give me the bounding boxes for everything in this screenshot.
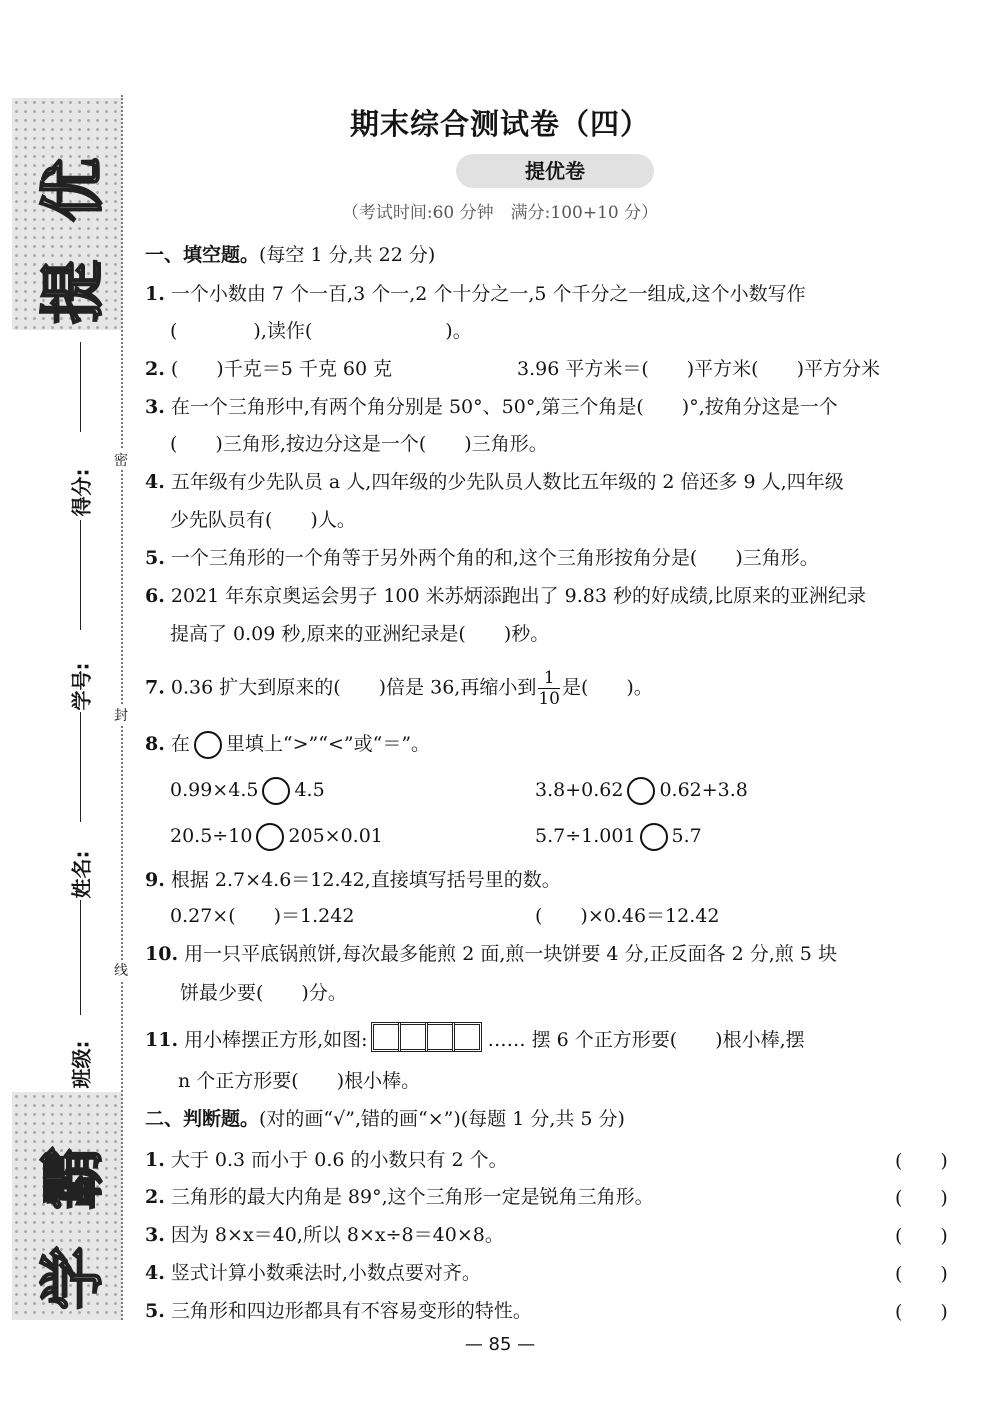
- q2-number: 2.: [145, 358, 165, 380]
- q6-text: 2021 年东京奥运会男子 100 米苏炳添跑出了 9.83 秒的好成绩,比原来的亚洲纪录: [170, 585, 867, 607]
- fold-mark-mi: 密: [114, 450, 128, 470]
- q7-fraction-denominator: 10: [538, 689, 560, 709]
- fold-mark-xian: 线: [114, 960, 128, 980]
- page-number: — 85 —: [464, 1334, 536, 1355]
- q2-part1: ( )千克＝5 千克 60 克: [170, 358, 393, 380]
- question-2: [145, 355, 392, 383]
- question-3: [145, 393, 838, 421]
- q5-number: 5.: [145, 547, 165, 569]
- q3-line2: ( )三角形,按边分这是一个( )三角形。: [170, 433, 548, 455]
- q8-text-after: 里填上“>”“<”或“＝”。: [225, 733, 431, 755]
- question-11: [145, 1022, 805, 1060]
- section2-note: (对的画“√”,错的画“×”)(每题 1 分,共 5 分): [259, 1108, 625, 1130]
- section1-title: 一、填空题。: [145, 244, 260, 266]
- subtitle-badge: 提优卷: [456, 154, 654, 188]
- q9-item-a: 0.27×( )＝1.242: [170, 905, 355, 927]
- question-8: [145, 730, 430, 759]
- q8-item-c: [170, 822, 383, 851]
- q10-text: 用一只平底锅煎饼,每次最多能煎 2 面,煎一块饼要 4 分,正反面各 2 分,煎 5 块: [184, 943, 837, 965]
- q8-c-right: 205×0.01: [288, 825, 383, 847]
- judge-1-answer-box[interactable]: ( ): [895, 1150, 948, 1172]
- section2-heading: [145, 1105, 625, 1133]
- q10-line2: 饼最少要( )分。: [180, 982, 347, 1004]
- judge-item-4: [145, 1259, 481, 1287]
- judge-4-text: 竖式计算小数乘法时,小数点要对齐。: [170, 1262, 481, 1284]
- q8-text-before: 在: [170, 733, 190, 755]
- deco-char-ba: 霸: [37, 1146, 111, 1210]
- circle-icon: [194, 731, 222, 759]
- judge-item-1: [145, 1146, 508, 1174]
- section1-heading: [145, 241, 435, 269]
- q1-number: 1.: [145, 283, 165, 305]
- q1-line2: ( ),读作( )。: [170, 320, 472, 342]
- deco-char-xue: 学: [37, 1246, 111, 1310]
- judge-4-number: 4.: [145, 1262, 165, 1284]
- q4-text: 五年级有少先队员 a 人,四年级的少先队员人数比五年级的 2 倍还多 9 人,四年级: [170, 471, 844, 493]
- q1-text: 一个小数由 7 个一百,3 个一,2 个十分之一,5 个千分之一组成,这个小数写作: [170, 283, 806, 305]
- exam-info: （考试时间:60 分钟 满分:100+10 分）: [341, 203, 659, 223]
- q8-item-b: [535, 776, 748, 805]
- q4-number: 4.: [145, 471, 165, 493]
- q9-item-b: ( )×0.46＝12.42: [535, 905, 720, 927]
- question-7: [145, 668, 653, 709]
- judge-5-text: 三角形和四边形都具有不容易变形的特性。: [170, 1300, 532, 1322]
- judge-3-number: 3.: [145, 1224, 165, 1246]
- q11-line2: n 个正方形要( )根小棒。: [178, 1070, 421, 1092]
- question-1: [145, 280, 806, 308]
- class-underline: [80, 900, 81, 1015]
- question-4: [145, 468, 844, 496]
- q8-b-right: 0.62+3.8: [659, 779, 748, 801]
- judge-5-answer-box[interactable]: ( ): [895, 1301, 948, 1323]
- q2-part2: 3.96 平方米＝( )平方米( )平方分米: [517, 358, 880, 380]
- judge-item-5: [145, 1297, 532, 1325]
- q6-line2: 提高了 0.09 秒,原来的亚洲纪录是( )秒。: [170, 623, 550, 645]
- q11-number: 11.: [145, 1029, 179, 1051]
- question-9: [145, 866, 561, 894]
- q8-c-left: 20.5÷10: [170, 825, 253, 847]
- bottom-decoration: [12, 1092, 122, 1320]
- q8-d-right: 5.7: [671, 825, 702, 847]
- judge-1-number: 1.: [145, 1149, 165, 1171]
- q10-number: 10.: [145, 943, 179, 965]
- judge-3-answer-box[interactable]: ( ): [895, 1225, 948, 1247]
- q8-a-answer-circle[interactable]: [262, 777, 290, 805]
- q4-line2: 少先队员有( )人。: [170, 509, 356, 531]
- name-underline: [80, 712, 81, 822]
- q8-item-d: [535, 822, 702, 851]
- page-title: 期末综合测试卷（四）: [349, 107, 650, 141]
- q3-text: 在一个三角形中,有两个角分别是 50°、50°,第三个角是( )°,按角分这是一个: [170, 396, 838, 418]
- fold-mark-feng: 封: [114, 705, 128, 725]
- q7-number: 7.: [145, 676, 165, 699]
- q7-fraction: [538, 668, 560, 709]
- question-6: [145, 582, 866, 610]
- matchstick-squares-figure: [374, 1022, 482, 1060]
- class-label: 班级:: [69, 1040, 94, 1089]
- question-5: [145, 544, 819, 572]
- question-10: [145, 940, 837, 968]
- q8-d-left: 5.7÷1.001: [535, 825, 636, 847]
- q7-fraction-numerator: 1: [543, 668, 555, 688]
- q8-d-answer-circle[interactable]: [640, 823, 668, 851]
- q11-text-before: 用小棒摆正方形,如图:: [184, 1029, 368, 1051]
- q7-text-before: 0.36 扩大到原来的( )倍是 36,再缩小到: [170, 676, 537, 699]
- judge-item-3: [145, 1221, 504, 1249]
- student-no-underline: [80, 520, 81, 630]
- q8-a-left: 0.99×4.5: [170, 779, 259, 801]
- q9-number: 9.: [145, 869, 165, 891]
- deco-char-ti: 提: [37, 260, 111, 324]
- judge-5-number: 5.: [145, 1300, 165, 1322]
- q5-text: 一个三角形的一个角等于另外两个角的和,这个三角形按角分是( )三角形。: [170, 547, 819, 569]
- student-no-label: 学号:: [69, 662, 94, 711]
- judge-4-answer-box[interactable]: ( ): [895, 1263, 948, 1285]
- q8-b-answer-circle[interactable]: [627, 777, 655, 805]
- judge-item-2: [145, 1183, 654, 1211]
- judge-3-text: 因为 8×x＝40,所以 8×x÷8＝40×8。: [170, 1224, 504, 1246]
- q8-item-a: [170, 776, 325, 805]
- judge-2-answer-box[interactable]: ( ): [895, 1187, 948, 1209]
- section2-title: 二、判断题。: [145, 1108, 260, 1130]
- q9-text: 根据 2.7×4.6＝12.42,直接填写括号里的数。: [170, 869, 561, 891]
- deco-char-you: 优: [37, 158, 111, 222]
- section1-note: (每空 1 分,共 22 分): [259, 244, 436, 266]
- score-underline: [80, 342, 81, 432]
- q8-number: 8.: [145, 733, 165, 755]
- q8-a-right: 4.5: [294, 779, 325, 801]
- q11-text-after: …… 摆 6 个正方形要( )根小棒,摆: [487, 1029, 805, 1051]
- score-label: 得分:: [69, 468, 94, 517]
- judge-1-text: 大于 0.3 而小于 0.6 的小数只有 2 个。: [170, 1149, 508, 1171]
- q8-b-left: 3.8+0.62: [535, 779, 624, 801]
- name-label: 姓名:: [69, 850, 94, 899]
- judge-2-number: 2.: [145, 1186, 165, 1208]
- q3-number: 3.: [145, 396, 165, 418]
- q6-number: 6.: [145, 585, 165, 607]
- q7-text-after: 是( )。: [561, 676, 653, 699]
- q8-c-answer-circle[interactable]: [256, 823, 284, 851]
- judge-2-text: 三角形的最大内角是 89°,这个三角形一定是锐角三角形。: [170, 1186, 654, 1208]
